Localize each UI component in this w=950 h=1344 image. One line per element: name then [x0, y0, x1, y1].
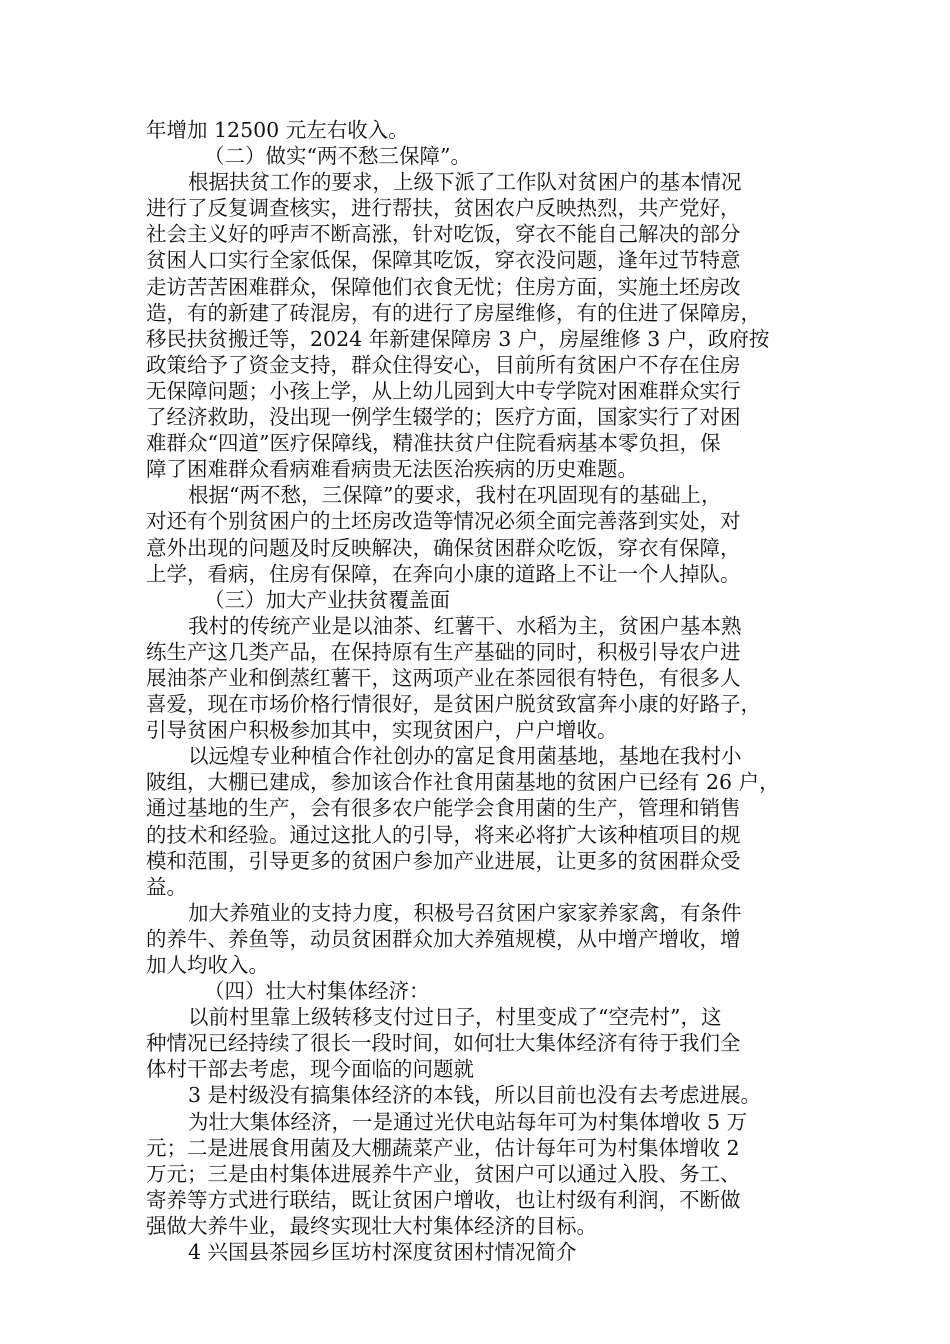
paragraph-line: 的养牛、养鱼等，动员贫困群众加大养殖规模，从中增产增收，增: [146, 926, 741, 951]
paragraph-line: 喜爱，现在市场价格行情很好，是贫困户脱贫致富奔小康的好路子，: [146, 692, 761, 717]
document-body: [146, 117, 820, 1265]
paragraph-line: 展油茶产业和倒蒸红薯干，这两项产业在茶园很有特色，有很多人: [146, 665, 741, 690]
paragraph-line: 3 是村级没有搞集体经济的本钱，所以目前也没有去考虑进展。: [188, 1083, 762, 1108]
paragraph-line: 陂组，大棚已建成，参加该合作社食用菌基地的贫困户已经有 26 户，: [146, 770, 780, 795]
paragraph-line: 进行了反复调查核实，进行帮扶，贫困农户反映热烈，共产党好，: [146, 196, 741, 221]
paragraph-line: 为壮大集体经济，一是通过光伏电站每年可为村集体增收 5 万: [188, 1109, 748, 1134]
paragraph-line: 无保障问题；小孩上学，从上幼儿园到大中专学院对困难群众实行: [146, 378, 741, 403]
paragraph-line: 对还有个别贫困户的土坯房改造等情况必须全面完善落到实处，对: [146, 509, 741, 534]
paragraph-line: 万元；三是由村集体进展养牛产业，贫困户可以通过入股、务工、: [146, 1161, 741, 1186]
paragraph-line: 贫困人口实行全家低保，保障其吃饭，穿衣没问题，逢年过节特意: [146, 248, 741, 273]
paragraph-line: 难群众“四道”医疗保障线，精准扶贫户住院看病基本零负担，保: [146, 431, 721, 456]
paragraph-line: 寄养等方式进行联结，既让贫困户增收，也让村级有利润，不断做: [146, 1187, 741, 1212]
paragraph-line: 社会主义好的呼声不断高涨，针对吃饭，穿衣不能自己解决的部分: [146, 222, 741, 247]
section-heading-line: （二）做实“两不愁三保障”。: [204, 144, 471, 169]
paragraph-line: 上学，看病，住房有保障，在奔向小康的道路上不让一个人掉队。: [146, 561, 741, 586]
paragraph-line: 造，有的新建了砖混房，有的进行了房屋维修，有的住进了保障房，: [146, 300, 761, 325]
paragraph-line: 移民扶贫搬迁等，2024 年新建保障房 3 户，房屋维修 3 户，政府按: [146, 326, 770, 351]
paragraph-line: 益。: [146, 874, 187, 899]
paragraph-line: 强做大养牛业，最终实现壮大村集体经济的目标。: [146, 1213, 597, 1238]
paragraph-line: 引导贫困户积极参加其中，实现贫困户，户户增收。: [146, 718, 618, 743]
paragraph-line: 加大养殖业的支持力度，积极号召贫困户家家养家禽，有条件: [188, 900, 742, 925]
paragraph-line: 练生产这几类产品，在保持原有生产基础的同时，积极引导农户进: [146, 639, 741, 664]
paragraph-line: 走访苦苦困难群众，保障他们衣食无忧；住房方面，实施土坯房改: [146, 274, 741, 299]
section-heading-line: （三）加大产业扶贫覆盖面: [204, 587, 450, 612]
paragraph-line: 体村干部去考虑，现今面临的问题就: [146, 1057, 474, 1082]
paragraph-line: 4 兴国县茶园乡匡坊村深度贫困村情况简介: [188, 1240, 577, 1265]
section-heading-line: （四）壮大村集体经济：: [204, 979, 430, 1004]
paragraph-line: 模和范围，引导更多的贫困户参加产业进展，让更多的贫困群众受: [146, 848, 741, 873]
paragraph-line: 通过基地的生产，会有很多农户能学会食用菌的生产，管理和销售: [146, 796, 741, 821]
paragraph-line: 年增加 12500 元左右收入。: [146, 118, 409, 142]
paragraph-line: 根据扶贫工作的要求，上级下派了工作队对贫困户的基本情况: [188, 170, 742, 195]
paragraph-line: 的技术和经验。通过这批人的引导，将来必将扩大该种植项目的规: [146, 822, 741, 847]
paragraph-line: 以前村里靠上级转移支付过日子，村里变成了“空壳村”，这: [188, 1005, 722, 1030]
paragraph-line: 意外出现的问题及时反映解决，确保贫困群众吃饭，穿衣有保障，: [146, 535, 741, 560]
paragraph-line: 以远煌专业种植合作社创办的富足食用菌基地，基地在我村小: [188, 744, 742, 769]
paragraph-line: 我村的传统产业是以油茶、红薯干、水稻为主，贫困户基本熟: [188, 613, 742, 638]
paragraph-line: 元；二是进展食用菌及大棚蔬菜产业，估计每年可为村集体增收 2: [146, 1135, 740, 1160]
paragraph-line: 根据“两不愁，三保障”的要求，我村在巩固现有的基础上，: [188, 483, 722, 508]
paragraph-line: 障了困难群众看病难看病贵无法医治疾病的历史难题。: [146, 457, 638, 482]
paragraph-line: 种情况已经持续了很长一段时间，如何壮大集体经济有待于我们全: [146, 1031, 741, 1056]
paragraph-line: 加人均收入。: [146, 953, 269, 977]
paragraph-line: 政策给予了资金支持，群众住得安心，目前所有贫困户不存在住房: [146, 352, 741, 377]
paragraph-line: 了经济救助，没出现一例学生辍学的；医疗方面，国家实行了对困: [146, 405, 741, 430]
